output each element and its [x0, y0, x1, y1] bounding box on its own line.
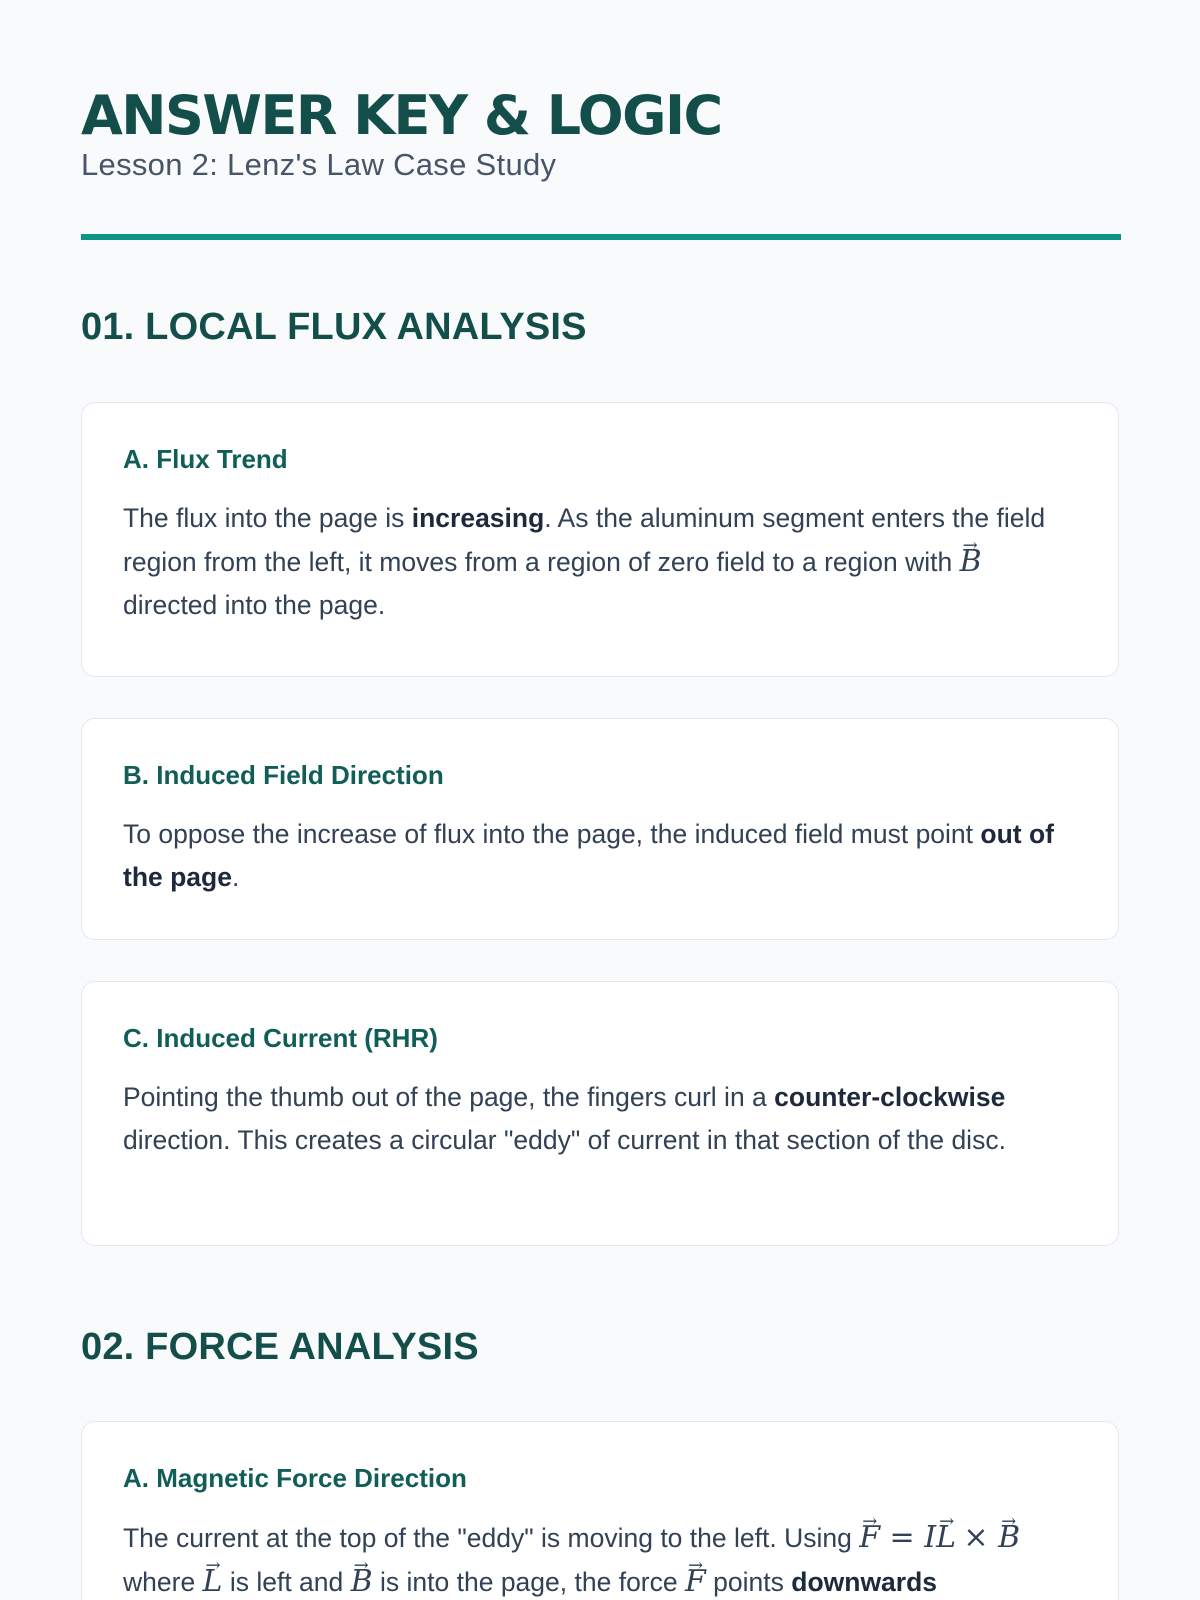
math-cross: × — [963, 1520, 999, 1555]
body-emphasis: downwards — [791, 1567, 938, 1597]
header-divider — [81, 234, 1121, 240]
section-title-local-flux: 01. LOCAL FLUX ANALYSIS — [81, 306, 587, 348]
body-text: directed into the page. — [123, 590, 386, 620]
vector-b-symbol: → B — [351, 1560, 373, 1600]
body-text: is left and — [222, 1567, 351, 1597]
card-body — [123, 1516, 1078, 1600]
vector-b-symbol: → B — [960, 540, 982, 583]
body-text: The flux into the page is — [123, 503, 412, 533]
card-body — [123, 497, 1078, 627]
body-text: is into the page, the force — [372, 1567, 685, 1597]
body-text: Pointing the thumb out of the page, the fingers curl in a — [123, 1082, 775, 1112]
vector-f-symbol: → F — [859, 1516, 880, 1559]
document-header — [81, 86, 1121, 184]
body-text: . — [231, 862, 240, 892]
body-text: The current at the top of the "eddy" is moving to the left. Using — [123, 1523, 860, 1553]
body-emphasis: out of the page — [123, 819, 1054, 892]
card-title: A. Magnetic Force Direction — [123, 1463, 467, 1493]
body-emphasis: increasing — [411, 503, 545, 533]
vector-b-symbol: → B — [998, 1516, 1020, 1559]
card-body — [123, 813, 1078, 899]
card-flux-trend — [81, 402, 1119, 677]
card-body — [123, 1076, 1078, 1162]
body-text: where — [123, 1567, 203, 1597]
vector-f-symbol: → F — [685, 1560, 706, 1600]
body-text: points — [705, 1567, 792, 1597]
body-text: To oppose the increase of flux into the page, the induced field must point — [123, 819, 981, 849]
body-text: direction. This creates a circular "eddy" of current in that section of the disc. — [123, 1125, 1006, 1155]
card-title: C. Induced Current (RHR) — [123, 1023, 438, 1053]
document-title: ANSWER KEY & LOGIC — [81, 84, 722, 147]
vector-l-symbol: → L — [936, 1516, 956, 1559]
section-title-force-analysis: 02. FORCE ANALYSIS — [81, 1326, 479, 1368]
math-equals: = I — [880, 1520, 937, 1555]
body-emphasis: counter-clockwise — [774, 1082, 1006, 1112]
document-subtitle: Lesson 2: Lenz's Law Case Study — [81, 147, 557, 182]
card-induced-current — [81, 981, 1119, 1246]
body-text: . As the aluminum segment enters the field region from the left, it moves from a region of zero field to a region with — [123, 503, 1046, 577]
card-induced-field — [81, 718, 1119, 940]
vector-l-symbol: → L — [203, 1560, 223, 1600]
card-title: B. Induced Field Direction — [123, 760, 444, 790]
card-magnetic-force — [81, 1421, 1119, 1600]
card-title: A. Flux Trend — [123, 444, 288, 474]
